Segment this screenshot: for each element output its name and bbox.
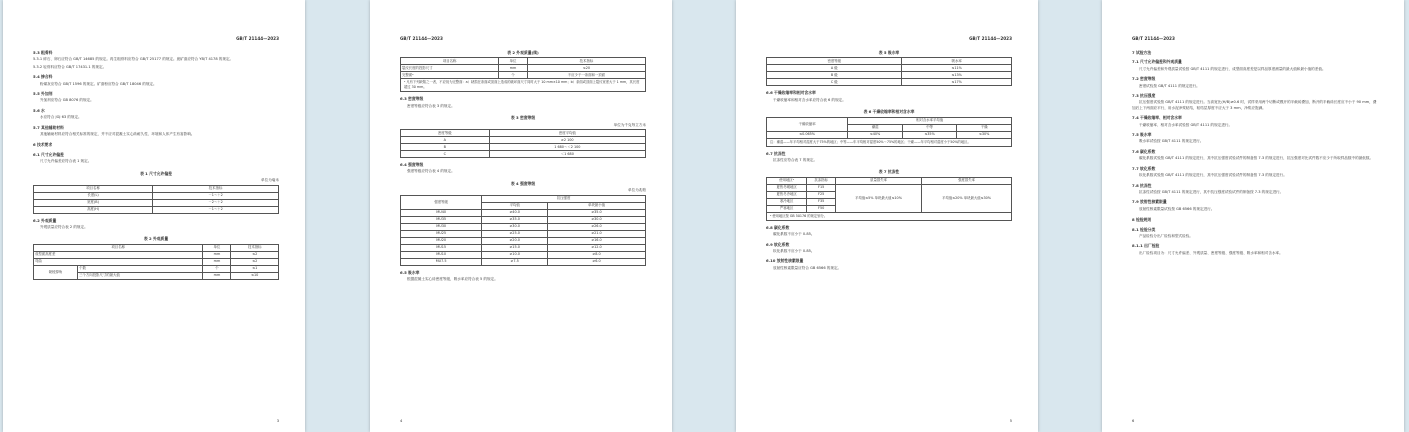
table-row (401, 209, 646, 216)
section-heading: 6.2 外观质量 (33, 217, 57, 223)
table-cell: A (401, 137, 490, 144)
table-cell: F25 (807, 191, 836, 198)
section-heading: 5.3 粗骨料 (33, 50, 53, 55)
table-row (34, 251, 279, 258)
section-heading: 6.1 尺寸允许偏差 (33, 151, 64, 157)
table-cell: C 级 (767, 79, 902, 86)
table-4 (400, 195, 646, 266)
table-cell: F50 (807, 205, 836, 212)
section-heading: 5.5 外加剂 (33, 91, 53, 97)
table-header: 平均值 (482, 202, 548, 209)
paragraph: 吸水率试验按 GB/T 4111 的规定进行。 (1139, 139, 1204, 144)
table-row (401, 151, 646, 158)
table-row (34, 199, 279, 206)
table-row (401, 237, 646, 244)
paragraph: 产品检验分出厂检验和型式检验。 (1139, 233, 1193, 238)
section-heading: 7.6 碳化系数 (1132, 148, 1156, 154)
table-cell: MU15 (401, 244, 482, 251)
table-cell: MU25 (401, 230, 482, 237)
paragraph: 密度等级应符合表 3 的规定。 (407, 103, 455, 108)
document-page-1 (3, 0, 305, 432)
table-row (401, 137, 646, 144)
table-cell: ≥8.0 (548, 251, 646, 258)
chapter-heading: 7 试验方法 (1132, 50, 1152, 55)
table-header: 质量损失率 (835, 177, 921, 184)
table-row (401, 144, 646, 151)
page-header-code: GB/T 21144—2023 (1132, 36, 1175, 41)
table-cell: 寒冷地区 (767, 198, 807, 205)
table-cell: ≤11% (902, 65, 1012, 72)
table-cell: MU40 (401, 209, 482, 216)
table-cell: ≤2 (231, 258, 279, 265)
table-cell: A 级 (767, 65, 902, 72)
table-cell: ≤17% (902, 79, 1012, 86)
paragraph: 出厂检验项目为：尺寸允许偏差、外观质量、密度等级、强度等级、吸水率和相对含水率。 (1139, 250, 1283, 255)
table-cell: ≥10.0 (482, 251, 548, 258)
paragraph: 抗冻性试验按 GB/T 4111 的规定进行，其中抗压强度试验试件的制备按 7.3 的规定进行。 (1139, 189, 1284, 194)
table-title: 表 2 外观质量(续) (507, 50, 539, 55)
section-heading: 6.3 密度等级 (400, 96, 424, 102)
table-cell: ＜1 680 (489, 151, 645, 158)
table-cell: 弯曲 (34, 258, 203, 265)
table-cell: ≥40.0 (482, 209, 548, 216)
table-header: 密度等级 (767, 58, 902, 65)
table-cell: ≤10 (231, 272, 279, 279)
table-unit: 单位为千克每立方米 (613, 122, 646, 127)
table-cell: ≥7.5 (482, 258, 548, 265)
table-cell: ≥16.0 (548, 237, 646, 244)
table-cell: 夏热冬冷地区 (767, 191, 807, 198)
table-unit: 单位为兆帕 (628, 188, 646, 193)
section-heading: 6.6 干燥收缩率和相对含水率 (766, 90, 816, 96)
table-cell: 平均值≤5% 单块最大值≤10% (835, 184, 921, 212)
table-footnote: ᵃ 凡有下列缺陷之一者，不应视为完整面：a）缺损在条面或顶面上造成的破坏面尺寸同时大于 10 mm×10 mm；b）条面或顶面上裂纹宽度大于 1 mm，其长度超过 30 mm。 (400, 79, 646, 92)
table-row (401, 251, 646, 258)
paragraph: 强度等级应符合表 4 的规定。 (407, 169, 455, 174)
table-cell: 宽度(B) (34, 199, 153, 206)
paragraph: 粉煤灰应符合 GB/T 1596 的规定。矿渣粉应符合 GB/T 18046 的规定。 (40, 81, 157, 86)
table-cell: 裂纹长度的投影尺寸 (401, 65, 499, 72)
table-cell: ≥25.0 (482, 230, 548, 237)
table-header: 单位 (203, 244, 231, 251)
section-heading: 7.5 吸水率 (1132, 132, 1152, 138)
table-cell: －2～＋2 (153, 199, 279, 206)
table-6 (766, 117, 1012, 139)
table-cell: F35 (807, 198, 836, 205)
table-cell: ≤40% (848, 131, 903, 138)
table-footnote: 注：潮湿——年平均相对湿度大于75%的地区；中等——年平均相对湿度50%～75%的地区；干燥——年平均相对湿度小于50%的地区。 (766, 139, 1012, 147)
paragraph: 碳化系数不应小于 0.85。 (773, 232, 815, 237)
section-heading: 6.8 碳化系数 (766, 224, 790, 230)
table-cell: ≤35% (902, 131, 957, 138)
paragraph: 5.3.1 碎石、卵石应符合 GB/T 14685 的规定。再生粗骨料应符合 GB/T 25177 的规定。废矿渣应符合 YB/T 4178 的规定。 (33, 57, 234, 62)
paragraph: 抗压强度试验按 GB/T 4111 的规定进行。当高宽比(H/B)≥0.6 时，试样采用两个切断或模开的半截砖叠加，断开的半截砖长度应不小于 90 mm，叠加后上下两面应平行，用水泥净浆粘结，粘结层厚度不应大于 3 mm，净浆应饱满。 (1132, 100, 1377, 110)
paragraph: 放射性核素限量试验按 GB 6566 的规定进行。 (1139, 206, 1215, 211)
table-cell: ≥15.0 (482, 244, 548, 251)
paragraph: 干燥收缩率和相对含水率应符合表 6 的规定。 (773, 97, 846, 102)
paragraph: 放射性核素限量应符合 GB 6566 的规定。 (773, 265, 842, 270)
table-cell: 个 (203, 265, 231, 272)
section-heading: 5.6 水 (33, 107, 45, 113)
paragraph: 密度试验按 GB/T 4111 的规定进行。 (1139, 83, 1200, 88)
page-header-code: GB/T 21144—2023 (236, 36, 279, 41)
section-heading: 8.1.1 出厂检验 (1132, 243, 1160, 249)
table-cell: B (401, 144, 490, 151)
table-cell: －1～＋2 (153, 206, 279, 213)
table-row (767, 79, 1012, 86)
chapter-heading: 6 技术要求 (33, 142, 53, 148)
table-3 (400, 129, 646, 158)
paragraph: 软化系数试验按 GB/T 4111 的规定进行，其中抗压强度试验试件的制备按 7.3 的规定进行。 (1139, 173, 1287, 178)
table-header: 单块最小值 (548, 202, 646, 209)
document-page-3 (736, 0, 1038, 432)
table-cell: mm (203, 251, 231, 258)
section-heading: 5.7 其他辅助材料 (33, 124, 64, 130)
paragraph: 软化系数不应小于 0.85。 (773, 249, 815, 254)
table-cell: F15 (807, 184, 836, 191)
table-7 (766, 177, 1012, 213)
section-heading: 6.9 软化系数 (766, 241, 790, 247)
section-heading: 6.4 强度等级 (400, 162, 424, 168)
table-cell: 个 (499, 72, 528, 79)
table-cell: ≤20 (527, 65, 645, 72)
table-row (34, 206, 279, 213)
table-header: 干燥收缩率 (767, 117, 848, 131)
table-cell: ≥21.0 (548, 230, 646, 237)
table-cell: mm (203, 272, 231, 279)
table-cell: 高度(H) (34, 206, 153, 213)
table-cell: －1～＋2 (153, 192, 279, 199)
table-header: 密度平均值 (489, 130, 645, 137)
table-cell: 夏热冬暖地区 (767, 184, 807, 191)
table-cell: 1 680～＜2 100 (489, 144, 645, 151)
table-cell: 严寒地区 (767, 205, 807, 212)
table-5 (766, 57, 1012, 86)
table-cell: C (401, 151, 490, 158)
table-cell: MU20 (401, 237, 482, 244)
paragraph: 其他辅助材料应符合相关标准的规定，并不应对混凝土实心砖耐久性、环境和人体产生有害影响。 (40, 132, 195, 137)
table-row (34, 258, 279, 265)
table-cell: ≥30.0 (548, 216, 646, 223)
table-title: 表 7 抗冻性 (878, 169, 900, 175)
page-number: 4 (400, 418, 403, 423)
chapter-heading: 8 检验规则 (1132, 217, 1152, 223)
table-cell: 三个方向投影尺寸的最大值 (78, 272, 203, 279)
section-heading: 7.4 干燥收缩率、相对含水率 (1132, 115, 1182, 121)
table-row (767, 65, 1012, 72)
table-title: 表 1 尺寸允许偏差 (140, 170, 172, 176)
table-header: 抗压强度 (482, 195, 646, 202)
document-page-4 (1102, 0, 1404, 432)
document-page-2 (370, 0, 672, 432)
table-cell: 缺棱掉角 (34, 265, 78, 279)
paragraph: 5.3.2 轻骨料应符合 GB/T 17431.1 的规定。 (33, 64, 107, 69)
table-cell: MU35 (401, 216, 482, 223)
table-footnote: ᵃ 使用地区按 GB 50176 的规定划分。 (766, 213, 1012, 221)
table-header: 密度等级 (401, 130, 490, 137)
section-heading: 6.5 吸水率 (400, 269, 420, 275)
table-cell: ≤30% (957, 131, 1012, 138)
table-cell: ≥26.0 (548, 223, 646, 230)
table-header: 吸水率 (902, 58, 1012, 65)
table-cell: ≥6.0 (548, 258, 646, 265)
section-heading: 7.8 抗冻性 (1132, 182, 1152, 188)
table-header: 项目名称 (34, 244, 203, 251)
paragraph: 水应符合 JGJ 63 的规定。 (40, 115, 82, 120)
paragraph: 尺寸允许偏差和外观质量试验按 GB/T 4111 的规定进行，成型面高度差是以样品厚度测量的最大值和最小值的差值。 (1139, 66, 1326, 71)
table-row (34, 265, 279, 272)
paragraph: 根据混凝土实心砖密度等级，吸水率应符合表 5 的规定。 (407, 277, 498, 282)
table-cell: 完整面ᵃ (401, 72, 499, 79)
page-header-code: GB/T 21144—2023 (969, 36, 1012, 41)
table-row (767, 131, 1012, 138)
table-header: 技术指标 (231, 244, 279, 251)
table-header: 强度损失率 (922, 177, 1012, 184)
table-cell: ≤0.065% (767, 131, 848, 138)
table-row (401, 223, 646, 230)
section-heading: 7.2 密度等级 (1132, 76, 1156, 82)
table-cell: MU7.5 (401, 258, 482, 265)
table-cell: MU30 (401, 223, 482, 230)
section-heading: 5.4 掺合料 (33, 74, 53, 80)
table-header: 技术指标 (153, 185, 279, 192)
section-heading: 7.7 软化系数 (1132, 165, 1156, 171)
table-header: 技术指标 (527, 58, 645, 65)
table-header: 使用地区ᵃ (767, 177, 807, 184)
table-header: 项目名称 (401, 58, 499, 65)
table-cell: 长度(L) (34, 192, 153, 199)
table-header: 潮湿 (848, 124, 903, 131)
paragraph: 干燥收缩率、相对含水率试验按 GB/T 4111 的规定进行。 (1139, 122, 1233, 127)
section-heading: 7.3 抗压强度 (1132, 93, 1156, 99)
table-cell: ≤2 (231, 251, 279, 258)
section-heading: 7.1 尺寸允许偏差和外观质量 (1132, 59, 1182, 65)
table-header: 中等 (902, 124, 957, 131)
table-cell: ≥30.0 (482, 223, 548, 230)
paragraph: 外加剂应符合 GB 8076 的规定。 (40, 98, 94, 103)
table-2-continued (400, 57, 646, 79)
table-header: 项目名称 (34, 185, 153, 192)
section-heading: 6.10 放射性核素限量 (766, 258, 804, 264)
table-row (401, 65, 646, 72)
table-title: 表 4 强度等级 (510, 180, 536, 186)
table-1 (33, 185, 279, 214)
paragraph: 碳化系数试验按 GB/T 4111 的规定进行，其中抗压强度试验试件的制备按 7.3 的规定进行，抗压强度对比试件数不应少于所取样品数中的最低数。 (1139, 156, 1374, 161)
section-heading: 8.1 检验分类 (1132, 226, 1156, 232)
page-number: 3 (276, 418, 279, 423)
table-row (767, 184, 1012, 191)
table-cell: 成型面高度差 (34, 251, 203, 258)
table-row (401, 216, 646, 223)
table-title: 表 5 吸水率 (878, 50, 900, 55)
page-header-code: GB/T 21144—2023 (400, 36, 443, 41)
table-cell: MU10 (401, 251, 482, 258)
table-title: 表 3 密度等级 (510, 115, 536, 121)
table-cell: ≥12.0 (548, 244, 646, 251)
paragraph: 抗冻性应符合表 7 的规定。 (773, 158, 818, 163)
table-header: 抗冻指标 (807, 177, 836, 184)
table-title: 表 2 外观质量 (143, 236, 169, 242)
page-number: 6 (1132, 418, 1135, 423)
table-row (401, 244, 646, 251)
table-row (401, 258, 646, 265)
table-row (401, 72, 646, 79)
table-cell: mm (203, 258, 231, 265)
table-cell: ≤1 (231, 265, 279, 272)
table-row (401, 230, 646, 237)
table-2 (33, 244, 279, 280)
section-heading: 6.7 抗冻性 (766, 150, 786, 156)
table-cell: mm (499, 65, 528, 72)
page-number: 5 (1009, 418, 1012, 423)
table-cell: ≥35.0 (482, 216, 548, 223)
table-cell: 不应少于一条面和一顶面 (527, 72, 645, 79)
table-cell: ≥20.0 (482, 237, 548, 244)
table-row (767, 72, 1012, 79)
table-cell: 个数 (78, 265, 203, 272)
table-row (34, 192, 279, 199)
table-header: 单位 (499, 58, 528, 65)
paragraph: 尺寸允许偏差应符合表 1 规定。 (40, 159, 92, 164)
table-header: 干燥 (957, 124, 1012, 131)
table-header: 相对含水率平均值 (848, 117, 1012, 124)
table-title: 表 6 干燥收缩率和相对含水率 (863, 109, 915, 115)
table-cell: ≥35.0 (548, 209, 646, 216)
table-cell: 平均值≤20% 单块最大值≤30% (922, 184, 1012, 212)
paragraph: 外观质量应符合表 2 的规定。 (40, 224, 88, 229)
table-cell: B 级 (767, 72, 902, 79)
table-unit: 单位为毫米 (261, 178, 279, 183)
table-header: 强度等级 (401, 195, 482, 209)
table-cell: ≥2 100 (489, 137, 645, 144)
table-cell: ≤13% (902, 72, 1012, 79)
section-heading: 7.9 放射性核素限量 (1132, 199, 1167, 205)
